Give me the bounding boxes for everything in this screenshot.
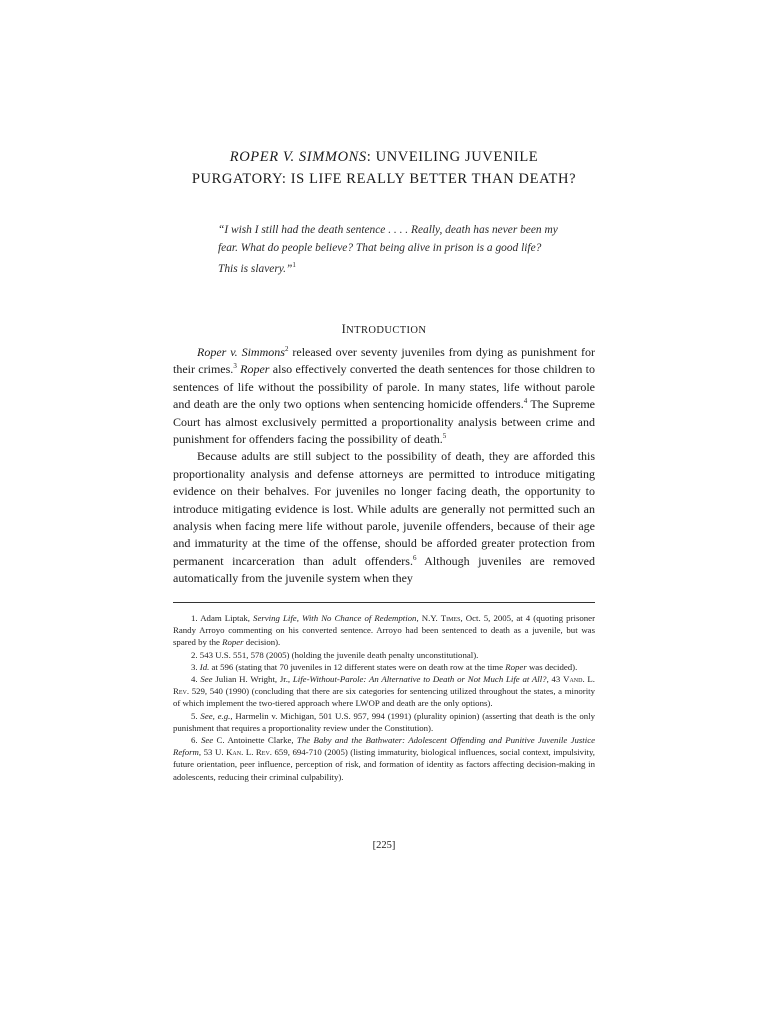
fn-signal: See: [200, 735, 214, 746]
title-line1-rest: : UNVEILING JUVENILE: [366, 149, 539, 165]
footnote-2: [173, 649, 595, 661]
fn-text: , 43: [546, 674, 564, 685]
fn-signal: See, e.g.: [200, 710, 231, 721]
epigraph-footnote-ref[interactable]: 1: [292, 261, 296, 269]
title-line2: PURGATORY: IS LIFE REALLY BETTER THAN DEATH?: [191, 171, 577, 187]
epigraph-text: “I wish I still had the death sentence . . . . Really, death has never been my fear. What do people believe? That being alive in prison is a good life? This is slavery.”: [218, 224, 558, 275]
paragraph-2-sentence-1: Because adults are still subject to the possibility of death, they are afforded this proportionality analysis and defense attorneys are permitted to introduce mitigating evidence on their behalves. For juveniles no longer facing death, the opportunity to introduce mitigating evidence is lost. While adults are generally not permitted such an analysis when facing mere life without parole, juvenile offenders, because of their age and immaturity at the time of the offense, should be afforded greater protection from permanent incarceration than adult offenders.: [173, 449, 595, 568]
section-heading: [0, 322, 768, 337]
footnote-1: [173, 612, 595, 649]
paragraph-1-sentence-3: The Supreme Court has almost exclusively permitted a proportionality analysis between crime and punishment for offenders facing the possibility of death.: [173, 397, 595, 447]
fn-publication: Times: [440, 613, 461, 623]
footnote-4: [173, 673, 595, 710]
paragraph-2: [173, 448, 595, 587]
fn-text: 6.: [191, 735, 201, 746]
body-text: [173, 344, 595, 588]
fn-text: , Harmelin v. Michigan, 501 U.S. 957, 994 (1991) (plurality opinion) (asserting that death is the only punishment that requires a proportionality review under the Constitution).: [173, 710, 595, 733]
paragraph-2-sentence-2: Although juveniles are removed automatically from the juvenile system when they: [173, 553, 595, 586]
footnote-6: [173, 734, 595, 783]
fn-text: 659, 694-710 (2005) (listing immaturity, biological influences, social context, impulsivity, future orientation, peer influence, perception of risk, and formation of identity as factors affecting decision-making in adolescents, reducing their criminal culpability).: [173, 747, 595, 782]
fn-text: 5.: [191, 710, 201, 721]
article-title: [150, 146, 618, 190]
fn-text: 529, 540 (1990) (concluding that there are six categories for sentencing utilized throughout the states, a minority of which implement the two-tiered approach where LWOP and death are the only options).: [173, 686, 595, 709]
fn-text: C. Antoinette Clarke,: [213, 735, 297, 746]
epigraph-quote: [218, 222, 558, 278]
section-heading-rest: NTRODUCTION: [346, 325, 427, 336]
footnote-5: [173, 710, 595, 734]
case-name: Roper: [240, 362, 270, 377]
footnote-ref-2[interactable]: 2: [284, 345, 289, 353]
footnote-ref-4[interactable]: 4: [523, 397, 528, 406]
fn-text: 2. 543 U.S. 551, 578 (2005) (holding the juvenile death penalty unconstitutional).: [191, 649, 479, 660]
fn-signal: See: [200, 674, 213, 685]
footnote-ref-5[interactable]: 5: [442, 432, 447, 441]
fn-publication: Vand. L. Rev.: [173, 674, 596, 697]
fn-article-title: Life-Without-Parole: An Alternative to Death or Not Much Life at All?: [292, 674, 547, 685]
section-heading-cap: I: [341, 322, 347, 336]
paragraph-1-sentence-2: also effectively converted the death sentences for those children to sentences of life without the possibility of parole. In many states, life without parole and death are the only two options when sentencing homicide offenders.: [173, 362, 596, 412]
footnote-divider: [173, 602, 595, 603]
paragraph-1-sentence-1: released over seventy juveniles from dying as punishment for their crimes.: [173, 345, 595, 377]
fn-article-title: Serving Life, With No Chance of Redemption: [253, 613, 417, 623]
fn-case-name: Roper: [505, 661, 527, 672]
case-name: Roper v. Simmons: [197, 345, 285, 359]
fn-text: Julian H. Wright, Jr.,: [212, 674, 293, 685]
fn-text: 4.: [191, 674, 201, 685]
footnote-ref-3[interactable]: 3: [233, 362, 237, 371]
fn-article-title: The Baby and the Bathwater: Adolescent Offending and Punitive Juvenile Justice Reform: [173, 735, 596, 758]
fn-publication: Kan. L. Rev.: [226, 747, 272, 758]
fn-text: , N.Y.: [416, 613, 441, 623]
fn-case-name: Roper: [222, 637, 244, 648]
title-case-name: ROPER V. SIMMONS: [229, 149, 367, 165]
page-number: [225]: [372, 840, 396, 851]
footnotes: [173, 612, 595, 783]
fn-text: , 53 U.: [198, 747, 227, 758]
footnote-3: [173, 661, 595, 673]
fn-text: , Oct. 5, 2005, at 4 (quoting prisoner Randy Arroyo commenting on his converted sentence. Arroyo had been sentenced to death as a juvenile, but was spared by the: [173, 613, 595, 648]
fn-text: decision).: [243, 637, 281, 648]
fn-text: at 596 (stating that 70 juveniles in 12 different states were on death row at the time: [209, 661, 506, 672]
fn-text: was decided).: [526, 661, 578, 672]
paragraph-1: [173, 344, 595, 448]
fn-text: 3.: [191, 661, 200, 672]
fn-text: 1. Adam Liptak,: [191, 613, 254, 623]
footnote-ref-6[interactable]: 6: [412, 553, 417, 562]
fn-signal: Id.: [199, 661, 210, 672]
